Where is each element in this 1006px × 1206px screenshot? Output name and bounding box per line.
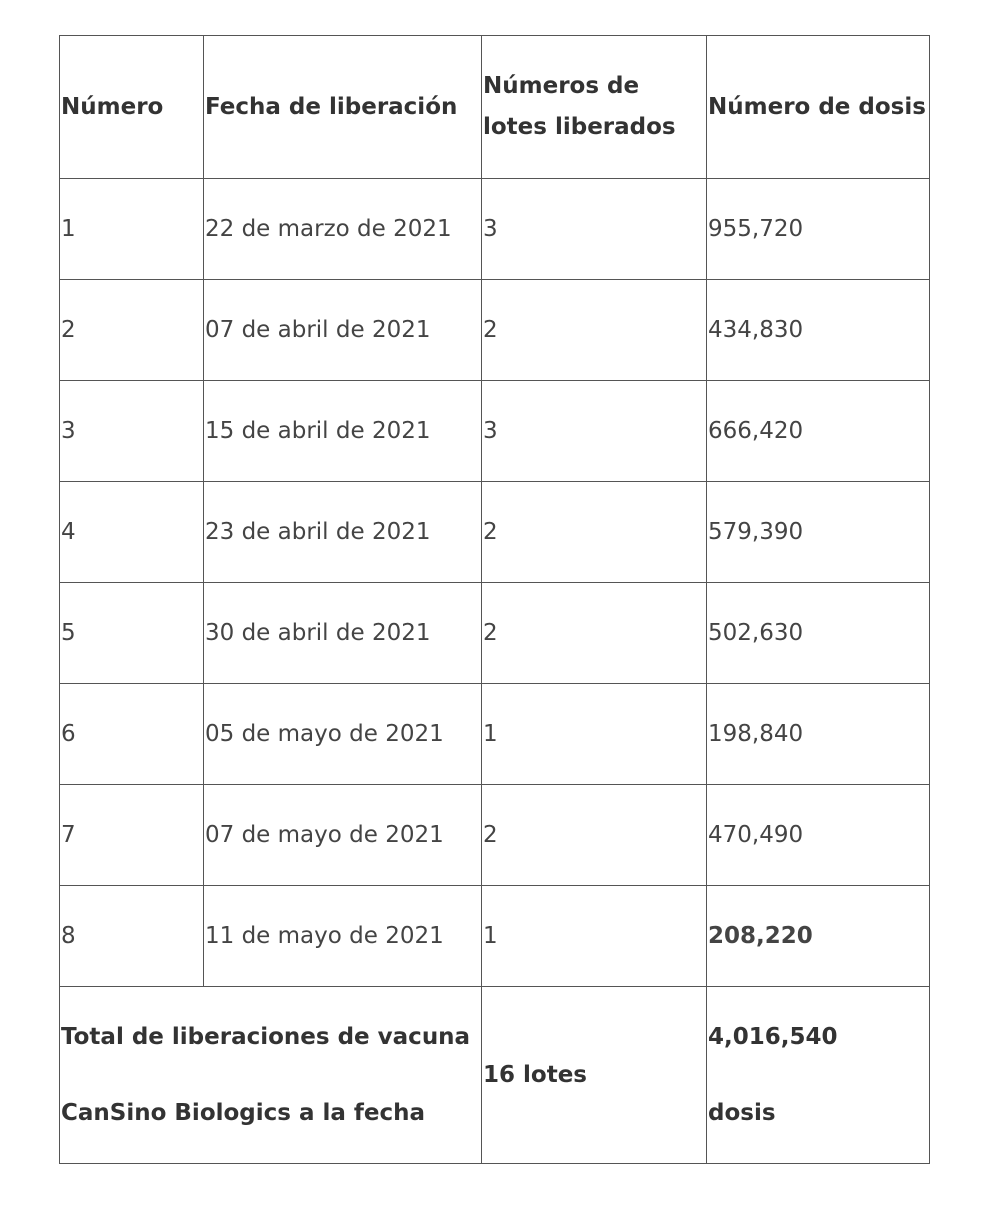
cell-lotes: 3 (482, 179, 707, 280)
table-row (60, 482, 930, 583)
table-row (60, 583, 930, 684)
table-row (60, 785, 930, 886)
header-dosis: Número de dosis (707, 36, 930, 179)
cell-fecha: 23 de abril de 2021 (204, 482, 482, 583)
cell-fecha: 15 de abril de 2021 (204, 381, 482, 482)
table-header-row (60, 36, 930, 179)
cell-fecha: 07 de mayo de 2021 (204, 785, 482, 886)
cell-numero: 7 (60, 785, 204, 886)
table-row (60, 179, 930, 280)
total-dosis-unit: dosis (708, 1100, 776, 1126)
cell-dosis: 666,420 (707, 381, 930, 482)
table-row (60, 381, 930, 482)
cell-numero: 8 (60, 886, 204, 987)
total-label-cell (60, 987, 482, 1164)
header-fecha: Fecha de liberación (204, 36, 482, 179)
total-label-line1: Total de liberaciones de vacuna (61, 1024, 471, 1050)
table-row (60, 280, 930, 381)
cell-lotes: 3 (482, 381, 707, 482)
cell-fecha: 07 de abril de 2021 (204, 280, 482, 381)
cell-lotes: 2 (482, 785, 707, 886)
cell-numero: 1 (60, 179, 204, 280)
cell-numero: 5 (60, 583, 204, 684)
cell-dosis: 198,840 (707, 684, 930, 785)
cell-fecha: 30 de abril de 2021 (204, 583, 482, 684)
vaccine-release-table (59, 35, 930, 1164)
header-lotes: Números de lotes liberados (482, 36, 707, 179)
table-row (60, 684, 930, 785)
cell-numero: 6 (60, 684, 204, 785)
cell-numero: 4 (60, 482, 204, 583)
cell-numero: 3 (60, 381, 204, 482)
cell-lotes: 2 (482, 280, 707, 381)
cell-lotes: 2 (482, 583, 707, 684)
cell-numero: 2 (60, 280, 204, 381)
cell-dosis: 579,390 (707, 482, 930, 583)
cell-dosis: 470,490 (707, 785, 930, 886)
total-dosis-cell (707, 987, 930, 1164)
cell-lotes: 1 (482, 684, 707, 785)
total-lotes: 16 lotes (482, 987, 707, 1164)
cell-dosis: 208,220 (707, 886, 930, 987)
header-numero: Número (60, 36, 204, 179)
cell-fecha: 11 de mayo de 2021 (204, 886, 482, 987)
cell-dosis: 434,830 (707, 280, 930, 381)
cell-lotes: 1 (482, 886, 707, 987)
cell-fecha: 05 de mayo de 2021 (204, 684, 482, 785)
table-row (60, 886, 930, 987)
total-label-line2: CanSino Biologics a la fecha (61, 1100, 426, 1126)
cell-fecha: 22 de marzo de 2021 (204, 179, 482, 280)
table-total-row (60, 987, 930, 1164)
cell-dosis: 955,720 (707, 179, 930, 280)
total-dosis-value: 4,016,540 (708, 1024, 838, 1050)
cell-dosis: 502,630 (707, 583, 930, 684)
cell-lotes: 2 (482, 482, 707, 583)
